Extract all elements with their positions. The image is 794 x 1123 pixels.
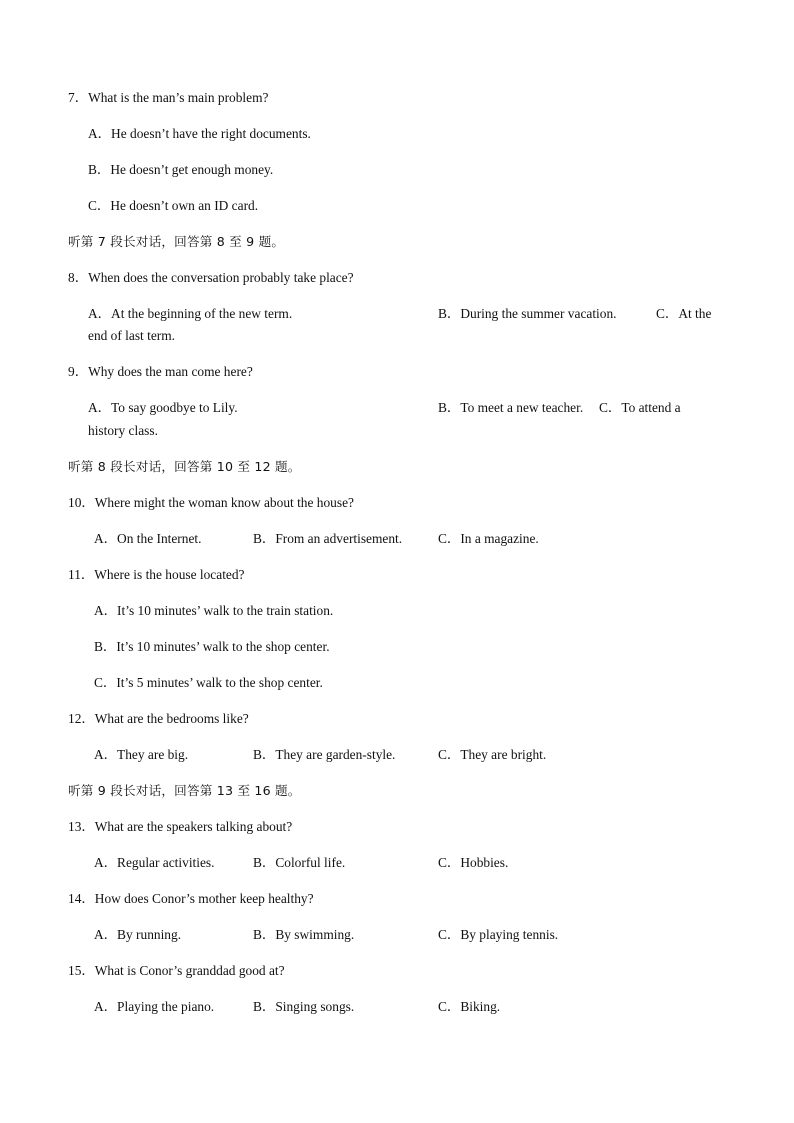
question-9: 9．Why does the man come here? [68, 364, 253, 379]
question-14-option-c: C．By playing tennis. [438, 927, 559, 942]
question-12-option-b: B．They are garden-style. [253, 747, 396, 762]
section-7-instruction: 听第 7 段长对话，回答第 8 至 9 题。 [68, 234, 285, 249]
question-12: 12．What are the bedrooms like? [68, 711, 249, 726]
question-9-option-c-continued: history class. [88, 423, 158, 438]
question-8-option-c: C．At the [656, 306, 712, 321]
question-13-option-b: B．Colorful life. [253, 855, 346, 870]
question-7: 7．What is the man’s main problem? [68, 90, 269, 105]
question-9-option-b: B．To meet a new teacher. [438, 400, 584, 415]
question-11-option-a: A．It’s 10 minutes’ walk to the train station. [94, 603, 334, 618]
question-10-option-c: C．In a magazine. [438, 531, 539, 546]
question-11-option-c: C．It’s 5 minutes’ walk to the shop center. [94, 675, 323, 690]
question-9-option-c: C．To attend a [599, 400, 681, 415]
question-15-option-a: A．Playing the piano. [94, 999, 215, 1014]
question-15-option-c: C．Biking. [438, 999, 501, 1014]
question-14-option-a: A．By running. [94, 927, 182, 942]
question-12-option-c: C．They are bright. [438, 747, 547, 762]
question-15: 15．What is Conor’s granddad good at? [68, 963, 285, 978]
question-14-option-b: B．By swimming. [253, 927, 355, 942]
question-10-option-a: A．On the Internet. [94, 531, 202, 546]
section-9-instruction: 听第 9 段长对话，回答第 13 至 16 题。 [68, 783, 301, 798]
question-10-option-b: B．From an advertisement. [253, 531, 403, 546]
question-15-option-b: B．Singing songs. [253, 999, 355, 1014]
question-13-option-a: A．Regular activities. [94, 855, 215, 870]
question-11: 11．Where is the house located? [68, 567, 245, 582]
question-9-option-a: A．To say goodbye to Lily. [88, 400, 238, 415]
question-7-option-b: B．He doesn’t get enough money. [88, 162, 274, 177]
question-8-option-b: B．During the summer vacation. [438, 306, 617, 321]
question-8-option-a: A．At the beginning of the new term. [88, 306, 293, 321]
question-13: 13．What are the speakers talking about? [68, 819, 293, 834]
section-8-instruction: 听第 8 段长对话，回答第 10 至 12 题。 [68, 459, 301, 474]
question-13-option-c: C．Hobbies. [438, 855, 509, 870]
question-12-option-a: A．They are big. [94, 747, 189, 762]
question-7-option-a: A．He doesn’t have the right documents. [88, 126, 311, 141]
question-14: 14．How does Conor’s mother keep healthy? [68, 891, 314, 906]
question-8: 8．When does the conversation probably take place? [68, 270, 354, 285]
question-11-option-b: B．It’s 10 minutes’ walk to the shop center. [94, 639, 330, 654]
question-10: 10．Where might the woman know about the house? [68, 495, 354, 510]
question-7-option-c: C．He doesn’t own an ID card. [88, 198, 259, 213]
question-8-option-c-continued: end of last term. [88, 328, 176, 343]
